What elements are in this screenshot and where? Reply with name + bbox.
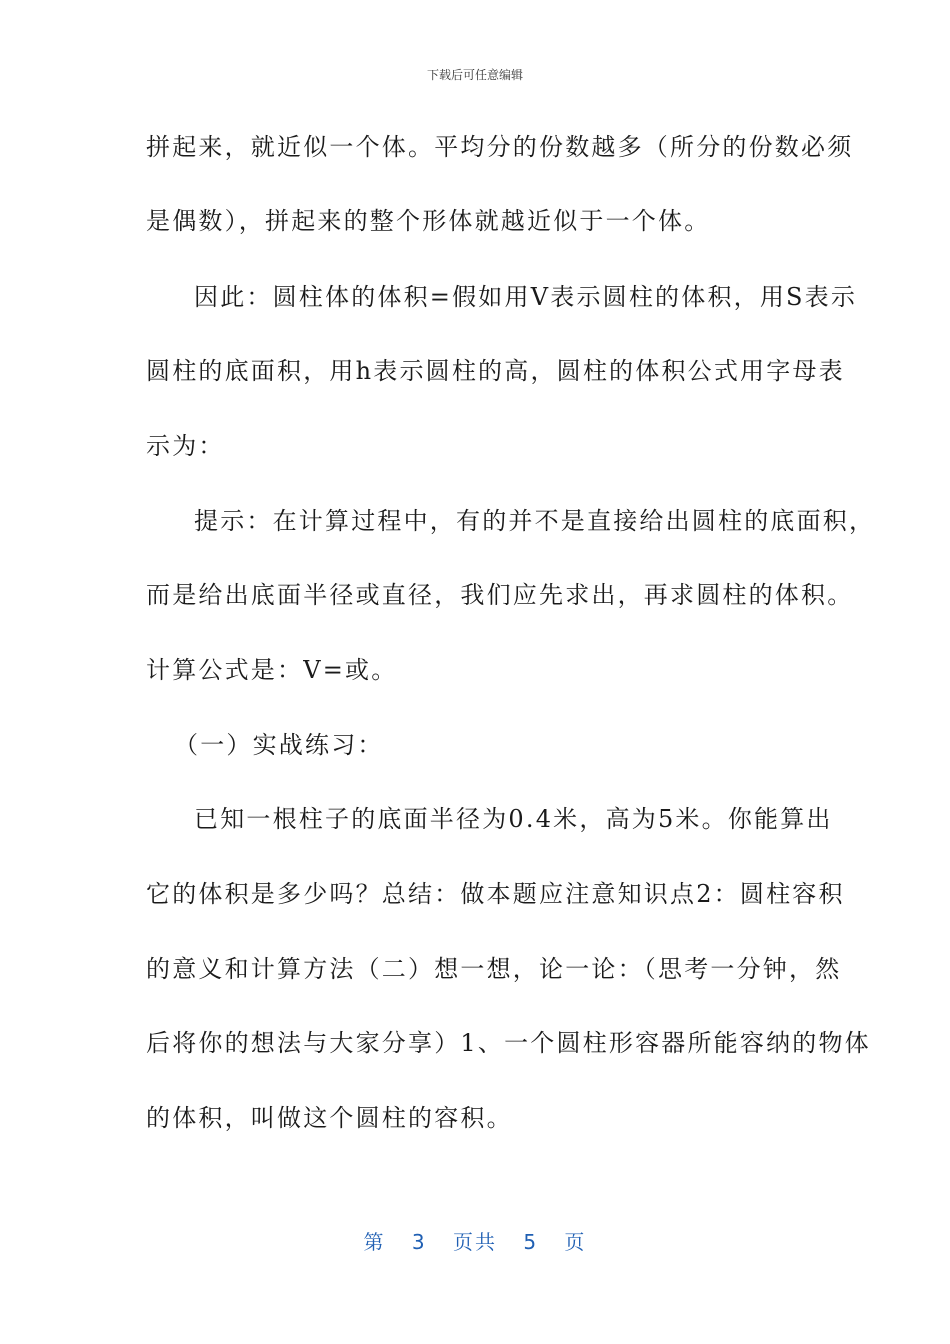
text-line: 圆柱的底面积，用h表示圆柱的高，圆柱的体积公式用字母表: [146, 357, 845, 385]
text-line: 它的体积是多少吗？总结：做本题应注意知识点2：圆柱容积: [146, 880, 845, 908]
page-footer: 第 3 页共 5 页: [363, 1230, 587, 1254]
text-line: 计算公式是：V=或。: [146, 656, 398, 684]
text-line: 后将你的想法与大家分享）1、一个圆柱形容器所能容纳的物体: [146, 1029, 871, 1057]
text-line: 是偶数），拼起来的整个形体就越近似于一个体。: [146, 207, 711, 235]
section-heading: （一）实战练习：: [174, 731, 384, 759]
page-header: 下载后可任意编辑: [426, 68, 523, 82]
text-line: 的体积，叫做这个圆柱的容积。: [146, 1104, 513, 1132]
text-line: 因此：圆柱体的体积=假如用V表示圆柱的体积，用S表示: [194, 283, 858, 311]
text-line: 拼起来，就近似一个体。平均分的份数越多（所分的份数必须: [146, 133, 854, 161]
text-line: 提示：在计算过程中，有的并不是直接给出圆柱的底面积，: [194, 507, 876, 535]
text-line: 而是给出底面半径或直径，我们应先求出，再求圆柱的体积。: [146, 581, 854, 609]
text-line: 已知一根柱子的底面半径为0.4米，高为5米。你能算出: [194, 805, 833, 833]
text-line: 的意义和计算方法（二）想一想，论一论：（思考一分钟，然: [146, 955, 842, 983]
text-line: 示为：: [146, 432, 225, 460]
